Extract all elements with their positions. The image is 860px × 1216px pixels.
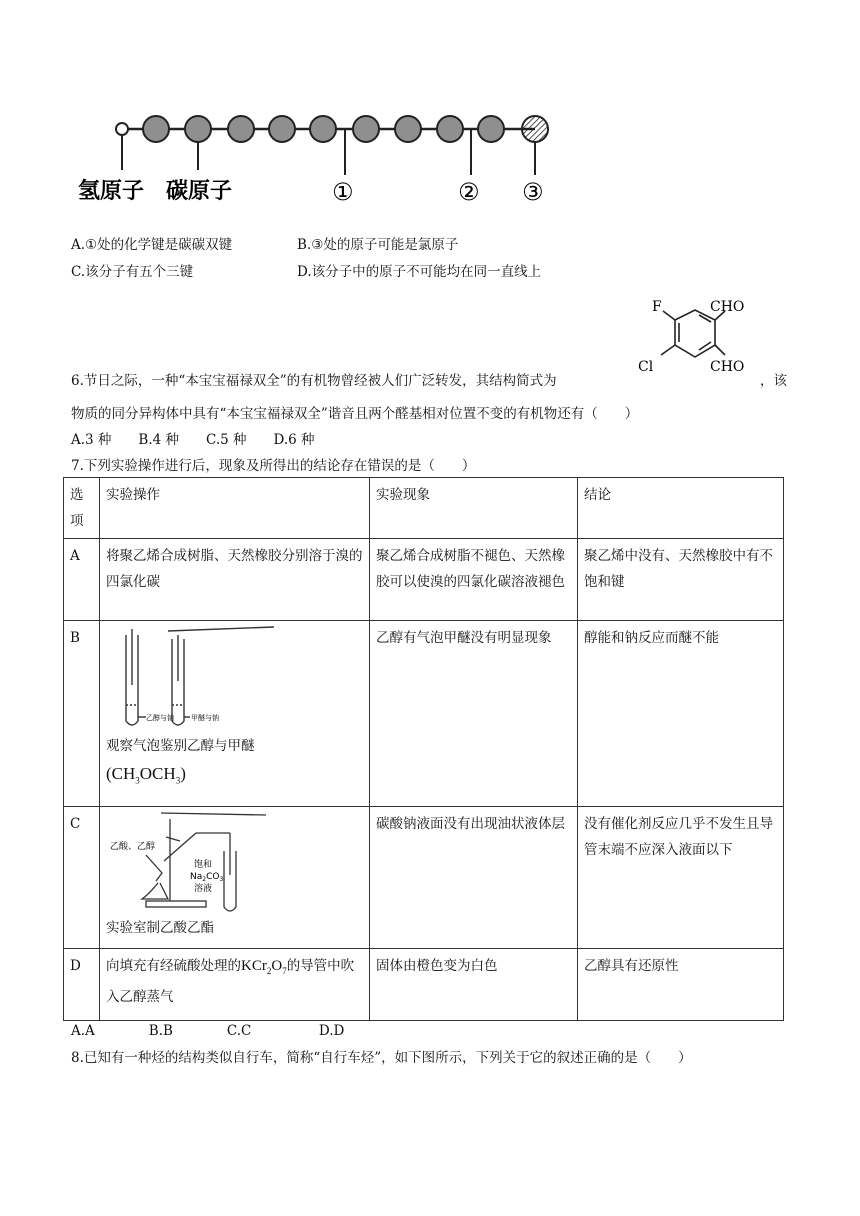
row-operation-text: 观察气泡鉴别乙醇与甲醚 [106,738,255,754]
carbon-atom [353,116,379,142]
row-operation-text: 实验室制乙酸乙酯 [106,920,214,936]
carbon-atom [269,116,295,142]
marker-3: ③ [522,178,544,206]
carbon-atom [437,116,463,142]
row-phenomenon: 碳酸钠液面没有出现油状液体层 [370,807,578,949]
table-header-row [64,478,784,539]
table-row [64,807,784,949]
q8-stem: 8.已知有一种烃的结构类似自行车，简称“自行车烃”，如下图所示，下列关于它的叙述正确的是（ ） [71,1050,692,1066]
solution-label: 溶液 [194,884,213,894]
struct-cho-top: CHO [710,299,745,315]
esterification-apparatus [106,811,276,915]
header-phenomenon: 实验现象 [370,478,578,539]
ether-formula: $(CH_3OCH_3)$ [106,764,186,786]
row-operation [100,621,370,807]
row-option: B [64,621,100,807]
carbon-chain-diagram [70,100,570,225]
q7-stem: 7.下列实验操作进行后，现象及所得出的结论存在错误的是（ ） [71,458,476,474]
header-conclusion: 结论 [578,478,784,539]
marker-1: ① [332,178,354,206]
carbon-atom [143,116,169,142]
tube1-label: 乙醇与钠 [146,714,174,722]
header-operation: 实验操作 [100,478,370,539]
row-operation: 将聚乙烯合成树脂、天然橡胶分别溶于溴的四氯化碳 [100,539,370,621]
q6-options: A.3 种 B.4 种 C.5 种 D.6 种 [71,432,315,448]
struct-cho-bottom: CHO [710,359,745,375]
experiment-table [63,477,784,1021]
carbon-atom [395,116,421,142]
row-conclusion: 聚乙烯中没有、天然橡胶中有不饱和键 [578,539,784,621]
q7-options: A.A B.B C.C D.D [71,1023,345,1039]
q5-option-c: C.该分子有五个三键 [71,264,194,280]
row-conclusion: 醇能和钠反应而醚不能 [578,621,784,807]
row-option: C [64,807,100,949]
carbon-atom [478,116,504,142]
q6-stem-tail: ，该 [760,373,787,389]
q5-option-b: B.③处的原子可能是氯原子 [297,237,459,253]
row-operation: 向填充有经硫酸处理的$KCr_2O_7$的导管中吹入乙醇蒸气 [100,949,370,1021]
row-operation [100,807,370,949]
test-tube-sketch [106,625,276,733]
struct-f: F [652,299,662,315]
carbon-label: 碳原子 [166,179,233,204]
struct-cl: Cl [638,359,654,375]
tube2-label: 甲醚与钠 [191,714,219,722]
table-row [64,949,784,1021]
row-option: D [64,949,100,1021]
carbon-atom [310,116,336,142]
reagent-label: 乙酸、乙醇 [110,842,156,852]
row-phenomenon: 聚乙烯合成树脂不褪色、天然橡胶可以使溴的四氯化碳溶液褪色 [370,539,578,621]
row-conclusion: 乙醇具有还原性 [578,949,784,1021]
carbon-atom [185,116,211,142]
saturated-label: 饱和 [194,860,213,870]
row-phenomenon: 固体由橙色变为白色 [370,949,578,1021]
carbon-atom [228,116,254,142]
q5-option-a: A.①处的化学键是碳碳双键 [71,237,233,253]
sodium-carbonate-label: $Na_2CO_3$ [190,872,224,883]
header-option: 选项 [64,478,100,539]
dichromate-formula: $KCr_2O_7$ [241,958,287,976]
table-row [64,539,784,621]
row-option: A [64,539,100,621]
q5-option-d: D.该分子中的原子不可能均在同一直线上 [297,264,542,280]
q6-structure [630,295,760,385]
table-row [64,621,784,807]
q6-stem: 6.节日之际，一种“本宝宝福禄双全”的有机物曾经被人们广泛转发，其结构简式为 [71,373,557,389]
q6-stem-line2: 物质的同分异构体中具有“本宝宝福禄双全”谐音且两个醛基相对位置不变的有机物还有（ ） [71,406,639,422]
row-phenomenon: 乙醇有气泡甲醚没有明显现象 [370,621,578,807]
marker-2: ② [458,178,480,206]
hydrogen-atom [116,123,128,135]
hatched-atom [522,116,548,142]
row-conclusion: 没有催化剂反应几乎不发生且导管末端不应深入液面以下 [578,807,784,949]
hydrogen-label: 氢原子 [78,179,145,204]
